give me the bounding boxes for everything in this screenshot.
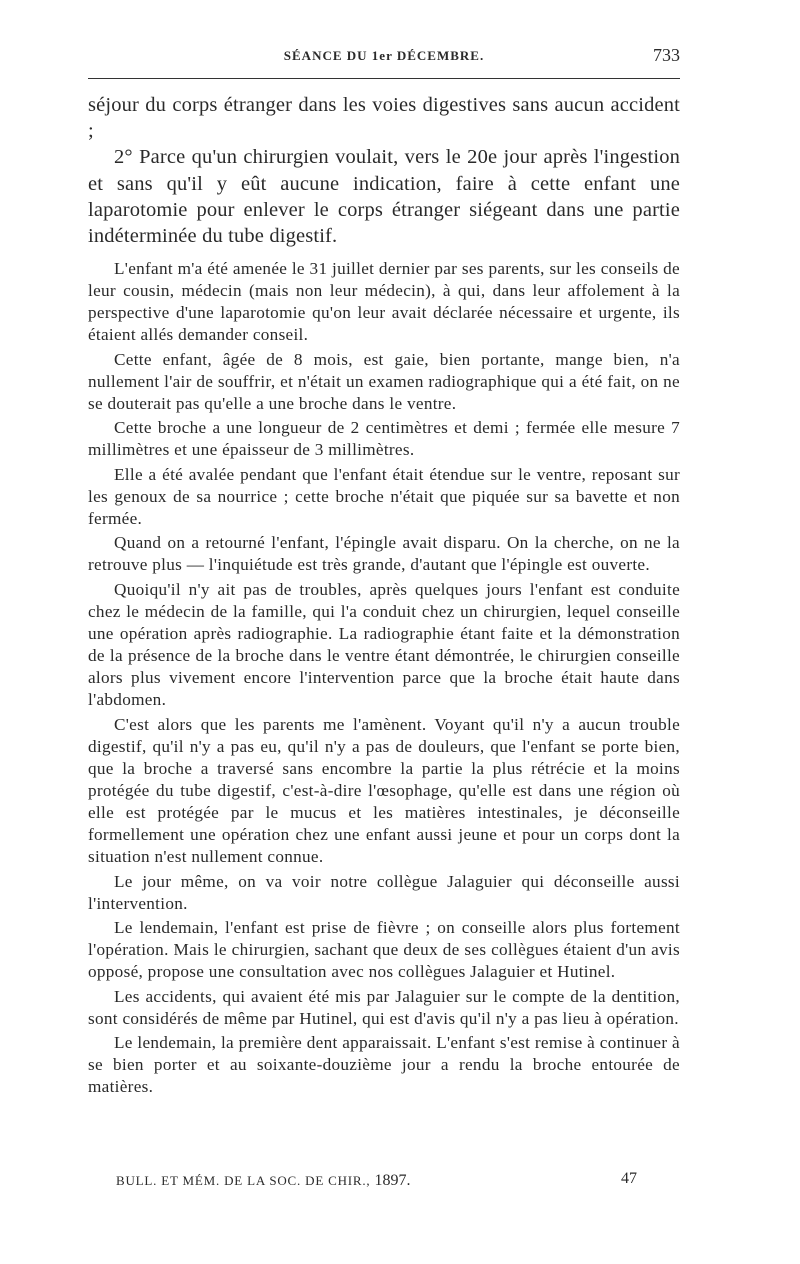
journal-year: 1897. [374, 1172, 411, 1189]
body-paragraph: Cette broche a une longueur de 2 centimètres et demi ; fermée elle mesure 7 millimètres et une épaisseur de 3 millimètres. [88, 418, 680, 460]
body-paragraph: Cette enfant, âgée de 8 mois, est gaie, bien portante, mange bien, n'a nullement l'air de souffrir, et n'était un examen radiographique qui a été fait, on ne se douterait pas qu'elle a une broche dans le ventre. [88, 349, 680, 413]
intro-paragraph-1: séjour du corps étranger dans les voies digestives sans aucun accident ; [88, 94, 680, 143]
page-number: 733 [653, 45, 680, 65]
body-paragraph: Quand on a retourné l'enfant, l'épingle avait disparu. On la cherche, on ne la retrouve plus — l'inquiétude est très grande, d'autant que l'épingle est ouverte. [88, 533, 680, 575]
header-rule [88, 78, 680, 79]
body-paragraph: Elle a été avalée pendant que l'enfant était étendue sur le ventre, reposant sur les genoux de sa nourrice ; cette broche n'était que piquée sur sa bavette et non fermée. [88, 464, 680, 528]
page-footer [88, 1170, 680, 1194]
body-section [88, 258, 680, 1101]
journal-citation [116, 1172, 411, 1190]
running-title: SÉANCE DU 1er DÉCEMBRE. [283, 48, 485, 63]
body-paragraph: Le jour même, on va voir notre collègue Jalaguier qui déconseille aussi l'intervention. [88, 871, 680, 913]
journal-name: BULL. ET MÉM. DE LA SOC. DE CHIR., [116, 1173, 371, 1188]
intro-paragraph-2: 2° Parce qu'un chirurgien voulait, vers le 20e jour après l'ingestion et sans qu'il y eût aucune indication, faire à cette enfant une laparotomie pour enlever le corps étranger siégeant dans une partie indéterminée du tube digestif. [88, 146, 680, 248]
page-header [88, 45, 680, 72]
body-paragraph: Quoiqu'il n'y ait pas de troubles, après quelques jours l'enfant est conduite chez le médecin de la famille, qui l'a conduit chez un chirurgien, lequel conseille une opération après radiographie. La radiographie étant faite et la démonstration de la présence de la broche dans le ventre étant démontrée, le chirurgien conseille alors plus vivement encore l'intervention parce que la broche était haute dans l'abdomen. [88, 579, 680, 710]
intro-section [88, 92, 680, 249]
signature-mark: 47 [621, 1170, 637, 1187]
body-paragraph: Le lendemain, la première dent apparaissait. L'enfant s'est remise à continuer à se bien porter et au soixante-douzième jour a rendu la broche entourée de matières. [88, 1033, 680, 1097]
body-paragraph: Les accidents, qui avaient été mis par Jalaguier sur le compte de la dentition, sont considérés de même par Hutinel, qui est d'avis qu'il n'y a pas lieu à opération. [88, 986, 680, 1028]
body-paragraph: C'est alors que les parents me l'amènent. Voyant qu'il n'y a aucun trouble digestif, qu'il n'y a pas eu, qu'il n'y a pas de douleurs, que l'enfant se porte bien, que la broche a traversé sans encombre la partie la plus rétrécie et la moins protégée du tube digestif, c'est-à-dire l'œsophage, qu'elle est dans une région où elle est protégée par le mucus et les matières intestinales, je déconseille formellement une opération chez une enfant aussi jeune et pour un corps dont la situation n'est nullement connue. [88, 714, 680, 867]
body-paragraph: Le lendemain, l'enfant est prise de fièvre ; on conseille alors plus fortement l'opération. Mais le chirurgien, sachant que deux de ses collègues étaient d'un avis opposé, propose une consultation avec nos collègues Jalaguier et Hutinel. [88, 918, 680, 982]
body-paragraph: L'enfant m'a été amenée le 31 juillet dernier par ses parents, sur les conseils de leur cousin, médecin (mais non leur médecin), à qui, dans leur affolement à la perspective d'une laparotomie qu'on leur avait déclarée nécessaire et urgente, ils étaient allés demander conseil. [88, 259, 680, 345]
